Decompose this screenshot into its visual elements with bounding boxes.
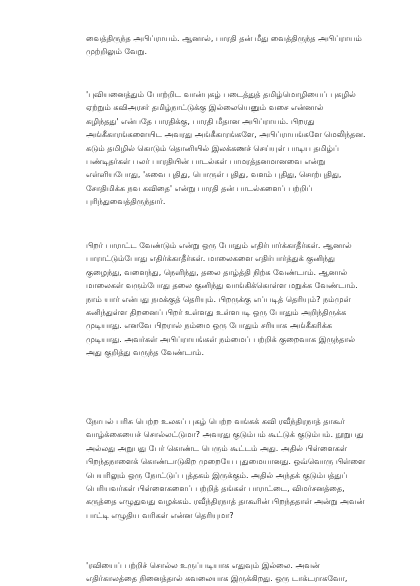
text-line: பாட்டி எழுதிய வரிகள் என்ன தெரியுமா? (86, 510, 234, 520)
text-line: புரிந்துவைத்திருந்தார். (86, 197, 166, 207)
text-line: நோபல் பரிசு பெற்ற உலகப் புகழ் பெற்ற வங்கக் கவி ரவீந்திரநாத் தாகூர் (86, 417, 345, 426)
paragraph-grandmother-note (86, 559, 372, 586)
paragraph-bharathi-quote (86, 88, 372, 209)
text-line: ஏற்றும் கவிஅரசர் தமிழ்நாட்டுக்கு இல்லையெனும் வசை என்னால் (86, 103, 324, 113)
text-line: பண்டிதர்கள் பலர் பாரதியின் பாடல்கள் பாமரத்தனமானவை என்று (86, 156, 326, 166)
text-line: சோதிமிக்க நவ கவிதை' என்று பாரதி தன் பாடல்களைப் பற்றிப் (86, 183, 313, 193)
text-line: முடியாது. எனவே பிறரால் நம்மை ஒரு போதும் சரியாக அங்கீகரிக்க (86, 321, 332, 331)
text-line: மாலைகள் வரும்போது தலை குனிந்து வாங்கிக்கொள்ள மறுக்க வேண்டாம். (86, 281, 358, 291)
text-line: 'ரவியைப் பற்றிச் சொல்ல உருப்படியாக எதுவும் இல்லை. அவன் (86, 561, 320, 570)
text-line: வைத்திருந்த அபிப்ராயம். ஆனால், பாரதி தன் மீது வைத்திருந்த அபிப்ராயம் (86, 34, 362, 43)
text-line: எதிர்காலத்தை நினைத்தால் கவலையாக இருக்கிறது. ஒரு டாக்டராகவோ, (86, 574, 348, 584)
text-line: கருத்தை எழுதுவது வழக்கம். ரவீந்திரநாத் தாகூரின் பிறந்ததாள் அன்று அவன் (86, 497, 365, 507)
paragraph-tagore-story (86, 415, 372, 522)
paragraph-opinion-of-self (86, 32, 372, 59)
text-line: முடியாது. அவர்கள் அபிப்ராயங்கள் நம்மைப் பற்றிக் குறைவாக இருந்தால் (86, 334, 356, 344)
text-line: பாராட்டும்போது எதிர்க்காதீர்கள். மாலைகளை எதிர்பார்த்துக் குனிந்து (86, 254, 335, 264)
text-line: அங்கீகாரங்களையிட அவரது அங்கீகாரங்களே, அபிப்ராயங்களே மெலிந்தன. (86, 130, 366, 140)
text-line: பெரியவர்கள் பிள்ளைகளைப் பற்றித் தங்கள் பாராட்டை, விமர்சனத்தை, (86, 483, 345, 493)
text-line: கழிந்தது' என்பதே பாரதிக்கு, பாரதி மீதான அபிப்ராயம். பிறரது (86, 116, 315, 126)
text-line: முற்றிலும் வேறு. (86, 47, 147, 57)
text-line: பெயரிலும் ஒரு நோட்டுப் புத்தகம் இருக்கும். அதில் அந்தக் குடும்பத்துப் (86, 470, 348, 480)
text-line: கடும் தமிழில் கொடும் தொனியில் இலக்கணச் செய்யுள் பாடிய தமிழ்ப் (86, 143, 339, 153)
text-line: குழைந்து, வளைந்து, நெளிந்து, தலை தாழ்த்தி நிற்க வேண்டாம். ஆனால் (86, 267, 348, 277)
text-line: அது குறித்து வருந்த வேண்டாம். (86, 348, 205, 358)
text-line: அல்லது அறுபது பேர் கொண்ட பெரும் கூட்டம் அது. அதில் பிள்ளைகள் (86, 443, 348, 453)
text-line: வாழ்க்கையைச் சொல்லட்டுமா? அவரது குடும்பம் கூட்டுக் குடும்பம். நூறுபது (86, 430, 364, 440)
text-line: நாம் யார் என்பது நமக்குத் தெரியும். பிறருக்கு எப்படித் தெரியும்? நம்முள் (86, 294, 351, 304)
text-line: பிறந்தநாளைக் கொண்டாடுகிற முறையே புதுமையானது. ஒவ்வொரு பிள்ளை (86, 457, 366, 467)
text-line: எள்ளியபோது, 'சுவை புதிது, பொருள் புதிது, வளம் புதிது, சொற்புதிது, (86, 170, 342, 180)
text-line: 'புவியனைத்தும் போற்றிட வான்புகழ் படைத்துத் தமிழ்மொழியைப் புகழில் (86, 90, 356, 99)
paragraph-praise-advice (86, 239, 372, 360)
text-line: கனிந்துள்ள திறனைப் பிறர் உள்ளது உள்ளபடி ஒரு போதும் அறிந்திருக்க (86, 307, 347, 317)
text-line: பிறர் பாராட்ட வேண்டும் என்று ஒரு போதும் எதிர்பார்க்காதீர்கள். ஆனால் (86, 241, 352, 250)
